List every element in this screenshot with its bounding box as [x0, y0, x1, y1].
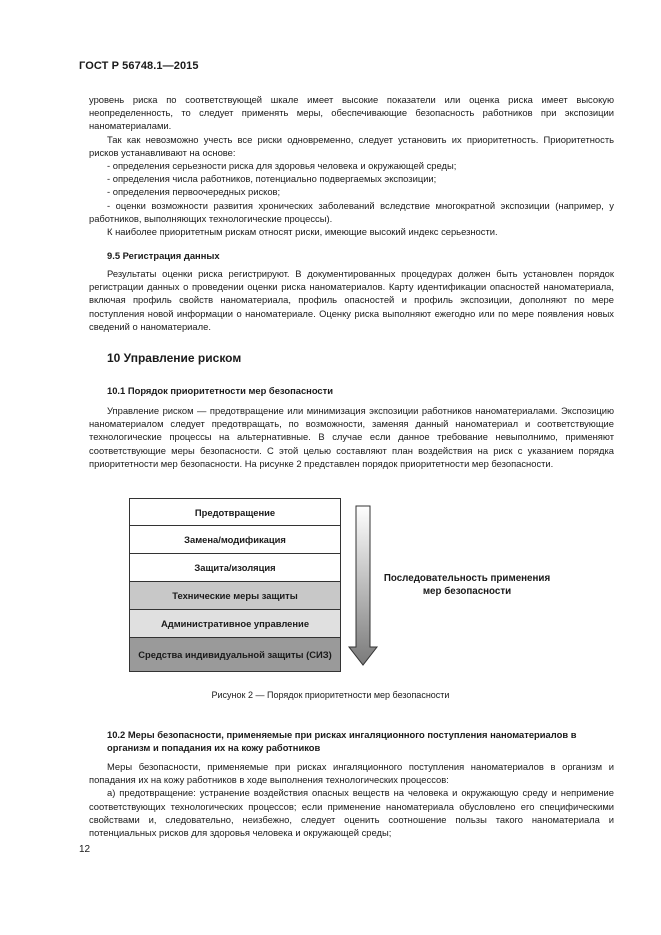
list-item: - определения числа работников, потенциально подвергаемых экспозиции;: [107, 173, 437, 185]
paragraph: Так как невозможно учесть все риски одновременно, следует установить их приоритетность. Приоритетность рисков устанавливают на основе:: [89, 133, 614, 158]
down-arrow-icon: [347, 505, 379, 667]
level-substitution: Замена/модификация: [129, 526, 341, 554]
paragraph: К наиболее приоритетным рискам относят риски, имеющие высокий индекс серьезности.: [107, 226, 498, 238]
figure-caption: Рисунок 2 — Порядок приоритетности мер безопасности: [211, 690, 450, 700]
level-engineering-controls: Технические меры защиты: [129, 582, 341, 610]
section-heading-10-1: 10.1 Порядок приоритетности мер безопасности: [107, 385, 334, 396]
page-number: 12: [79, 844, 91, 855]
list-item: - оценки возможности развития хронических заболеваний вследствие многократной экспозиции (например, у работников, выполняющих технологические процессы).: [89, 199, 614, 224]
level-administrative-controls: Административное управление: [129, 610, 341, 638]
standard-header: ГОСТ Р 56748.1—2015: [79, 60, 199, 72]
level-isolation: Защита/изоляция: [129, 554, 341, 582]
paragraph: Результаты оценки риска регистрируют. В документированных процедурах должен быть установлен порядок регистрации данных о проведении оценки риска наноматериалов. Карту идентификации опасностей наноматериала, включая профиль свойств наноматериала, профиль опасностей и профиль экспозиции, дополняют по мере поступления новой информации о наноматериале. Оценку риска выполняют ежегодно или по мере появления новых сведений о наноматериале.: [89, 268, 614, 332]
section-9-5-body: [89, 267, 614, 333]
list-item: - определения серьезности риска для здоровья человека и окружающей среды;: [107, 160, 457, 172]
sequence-label: Последовательность применения мер безопасности: [383, 573, 551, 597]
list-item: - определения первоочередных рисков;: [107, 186, 281, 198]
level-prevention: Предотвращение: [129, 498, 341, 526]
paragraph: а) предотвращение: устранение воздействия опасных веществ на человека и окружающую среду и непримение соответствующих технологических процессов; если применение наноматериала обусловлено его специфическими свойствами и, следовательно, неизбежно, следует оценить соотношение пользы такого наноматериала и потенциальных рисков для здоровья человека и окружающей среды;: [89, 787, 614, 839]
paragraph: Управление риском — предотвращение или минимизация экспозиции работников наноматериалами. Экспозицию наноматериалом следует предотвращать, по возможности, заменяя данный наноматериал и соответствующие технологические процессы на альтернативные. В случае если данное требование невыполнимо, применяют соответствующие меры безопасности. С этой целью составляют план воздействия на риск с указанием порядка приоритетности мер безопасности. На рисунке 2 представлен порядок приоритетности мер безопасности.: [89, 405, 614, 469]
safety-measures-hierarchy: [129, 498, 341, 672]
section-10-2-body: [89, 760, 614, 839]
level-ppe: Средства индивидуальной защиты (СИЗ): [129, 638, 341, 672]
section-heading-10-2: 10.2 Меры безопасности, применяемые при рисках ингаляционного поступления наноматериалов в организм и попадания их на кожу работников: [107, 729, 577, 753]
section-heading-10: 10 Управление риском: [107, 351, 242, 365]
section-heading-9-5: 9.5 Регистрация данных: [107, 250, 220, 261]
paragraph: уровень риска по соответствующей шкале имеет высокие показатели или оценка риска имеет высокую неопределенность, то следует применять меры, обеспечивающие безопасность работников при экспозиции наноматериалами.: [89, 94, 614, 132]
paragraph: Меры безопасности, применяемые при рисках ингаляционного поступления наноматериалов в организм и попадания их на кожу работников в ходе выполнения технологических процессов:: [89, 761, 614, 786]
risk-priority-block: [89, 93, 614, 238]
section-10-1-body: [89, 404, 614, 470]
